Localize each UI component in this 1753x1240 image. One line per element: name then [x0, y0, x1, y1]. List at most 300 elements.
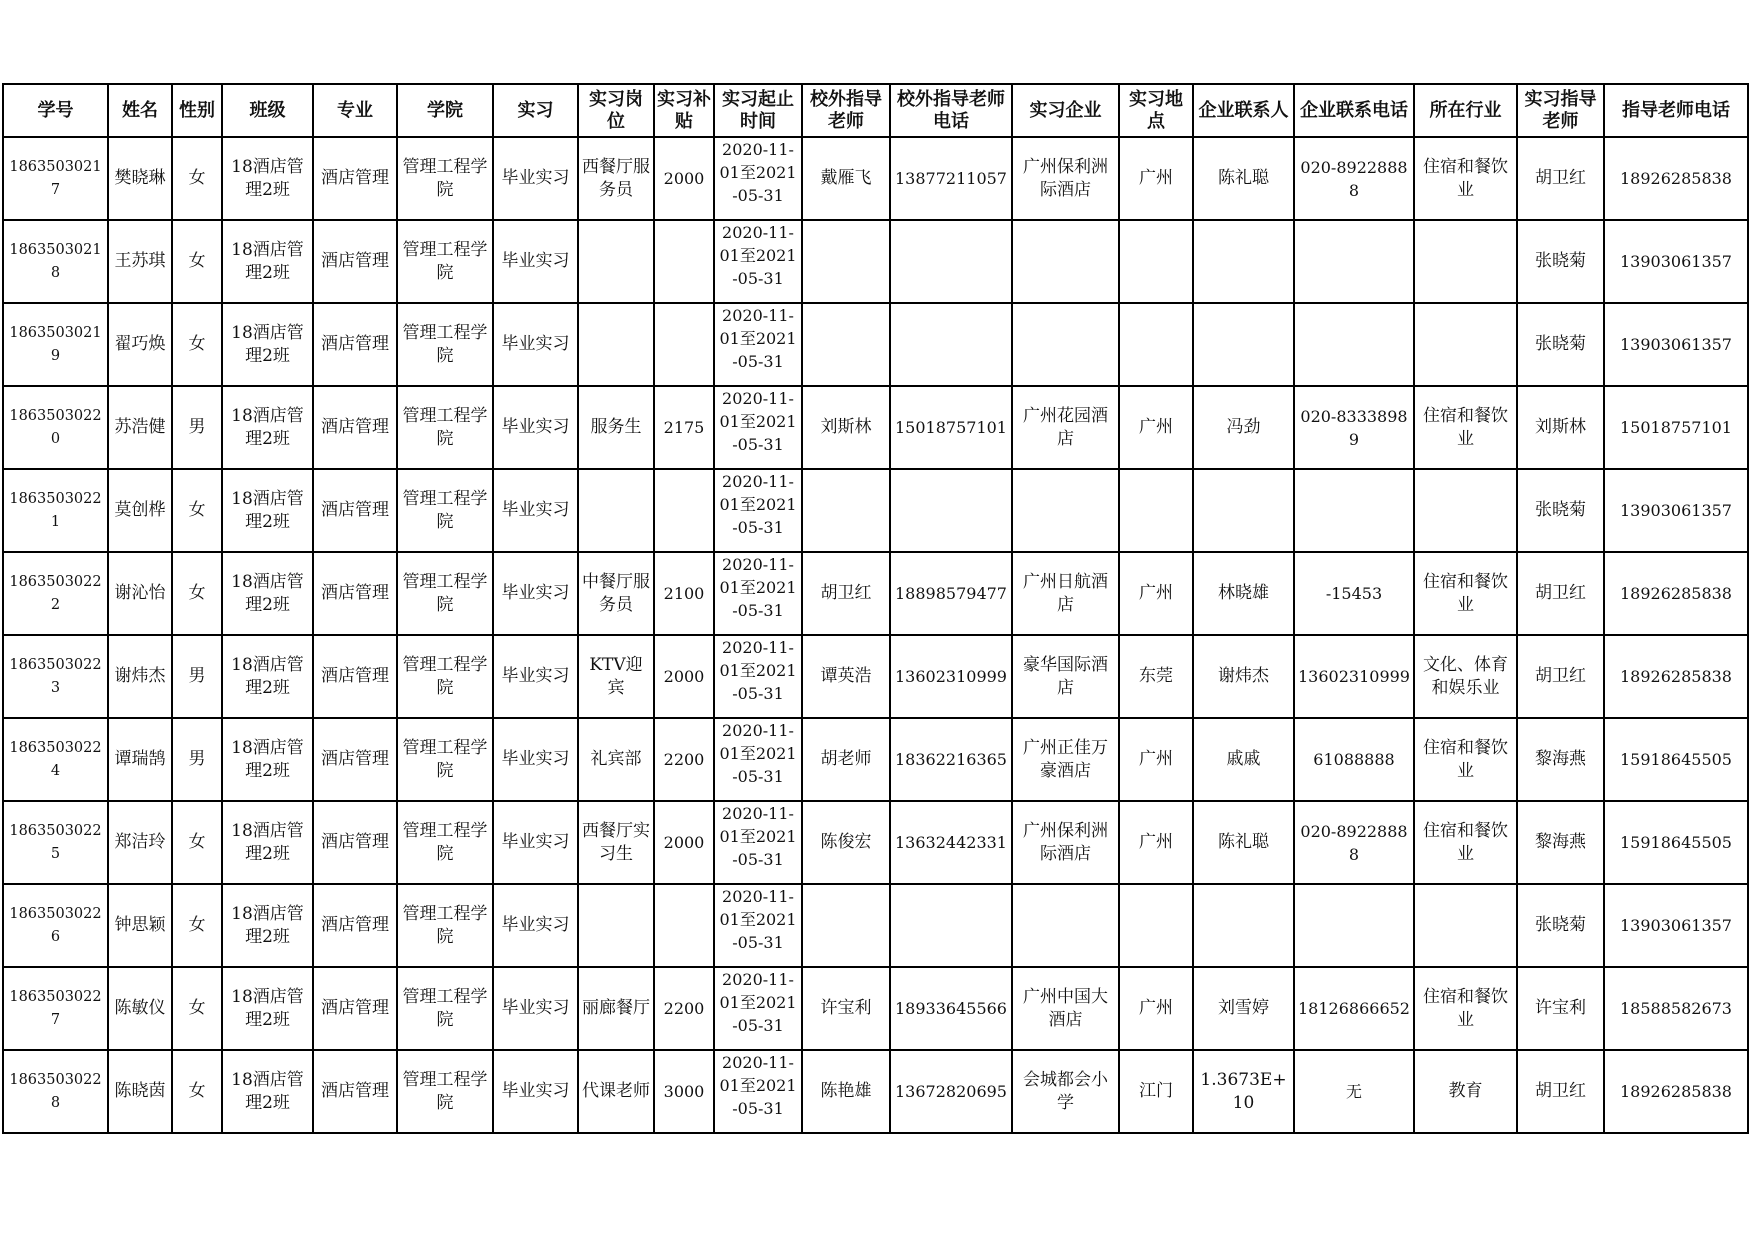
cell-gender [172, 967, 222, 1050]
class-value: 18酒店管理2班 [231, 488, 304, 532]
cell-period [714, 1050, 802, 1133]
cell-major [313, 801, 397, 884]
period-value: 2020-11-01至2021-05-31 [719, 1053, 797, 1118]
header-cell: 指导老师电话 [1604, 84, 1748, 137]
cell-subsidy [654, 801, 714, 884]
cell-company-phone [1294, 220, 1414, 303]
cell-advisor-phone [1604, 1050, 1748, 1133]
gender-value: 男 [188, 749, 206, 769]
company-phone-value: 13602310999 [1298, 667, 1410, 686]
name-value: 莫创桦 [114, 500, 166, 520]
company-phone-value: -15453 [1325, 584, 1383, 603]
location-value: 江门 [1139, 1081, 1173, 1101]
cell-college [397, 635, 493, 718]
external-advisor-phone-value: 13632442331 [895, 833, 1007, 852]
company-contact-value: 陈礼聪 [1218, 168, 1269, 188]
internship-advisor-value: 胡卫红 [1535, 168, 1586, 188]
cell-position [578, 137, 654, 220]
table-row [3, 718, 1748, 801]
name-value: 谭瑞鹄 [114, 749, 166, 769]
header-cell: 企业联系人 [1193, 84, 1294, 137]
major-value: 酒店管理 [321, 583, 389, 603]
name-value: 陈敏仪 [114, 998, 166, 1018]
company-value [1015, 304, 1116, 385]
cell-position [578, 635, 654, 718]
cell-student-id [3, 220, 108, 303]
cell-college [397, 469, 493, 552]
industry-value: 住宿和餐饮业 [1423, 820, 1508, 864]
student-id-value: 18635030228 [9, 1071, 102, 1111]
student-id-value: 18635030224 [9, 739, 102, 779]
header-cell: 所在行业 [1414, 84, 1517, 137]
cell-name [108, 137, 172, 220]
header-cell: 实习补贴 [654, 84, 714, 137]
cell-student-id [3, 303, 108, 386]
name-value: 陈晓茵 [114, 1081, 166, 1101]
company-value [1015, 470, 1116, 551]
cell-internship-type [493, 220, 578, 303]
company-phone-value: 61088888 [1313, 750, 1395, 769]
cell-advisor-phone [1604, 801, 1748, 884]
college-value: 管理工程学院 [402, 820, 488, 864]
subsidy-value: 2000 [663, 169, 705, 188]
cell-location [1119, 801, 1193, 884]
industry-value: 住宿和餐饮业 [1423, 571, 1508, 615]
cell-major [313, 386, 397, 469]
cell-company-phone [1294, 635, 1414, 718]
cell-company-contact [1193, 635, 1294, 718]
name-value: 樊晓琳 [114, 168, 166, 188]
student-id-value: 18635030217 [9, 158, 102, 198]
class-value: 18酒店管理2班 [231, 322, 304, 366]
cell-external-advisor [802, 552, 890, 635]
cell-class [222, 884, 313, 967]
external-advisor-value: 刘斯林 [820, 417, 872, 437]
college-value: 管理工程学院 [402, 737, 488, 781]
cell-major [313, 303, 397, 386]
cell-period [714, 635, 802, 718]
header-cell: 实习企业 [1012, 84, 1119, 137]
table-body [3, 137, 1748, 1133]
subsidy-value: 2000 [663, 667, 705, 686]
internship-advisor-value: 张晓菊 [1535, 500, 1586, 520]
cell-major [313, 1050, 397, 1133]
major-value: 酒店管理 [321, 832, 389, 852]
major-value: 酒店管理 [321, 1081, 389, 1101]
cell-location [1119, 552, 1193, 635]
cell-position [578, 967, 654, 1050]
cell-gender [172, 635, 222, 718]
cell-company [1012, 386, 1119, 469]
college-value: 管理工程学院 [402, 571, 488, 615]
period-value: 2020-11-01至2021-05-31 [719, 223, 797, 288]
class-value: 18酒店管理2班 [231, 239, 304, 283]
position-value [581, 885, 651, 966]
college-value: 管理工程学院 [402, 156, 488, 200]
external-advisor-value: 戴雁飞 [820, 168, 872, 188]
cell-gender [172, 386, 222, 469]
advisor-phone-value: 15918645505 [1620, 750, 1732, 769]
company-value: 广州保利洲际酒店 [1023, 820, 1108, 864]
cell-period [714, 801, 802, 884]
cell-company-contact [1193, 884, 1294, 967]
cell-position [578, 552, 654, 635]
internship-type-value: 毕业实习 [501, 1081, 570, 1101]
position-value: 西餐厅服务员 [582, 156, 650, 200]
gender-value: 女 [188, 583, 206, 603]
external-advisor-value [805, 304, 887, 385]
cell-period [714, 137, 802, 220]
cell-industry [1414, 137, 1517, 220]
college-value: 管理工程学院 [402, 654, 488, 698]
cell-internship-advisor [1517, 386, 1604, 469]
cell-external-advisor [802, 801, 890, 884]
cell-period [714, 303, 802, 386]
cell-external-advisor [802, 303, 890, 386]
company-phone-value: 020-83338989 [1300, 406, 1408, 449]
location-value [1122, 304, 1190, 385]
cell-location [1119, 386, 1193, 469]
position-value [581, 221, 651, 302]
cell-industry [1414, 635, 1517, 718]
cell-company [1012, 552, 1119, 635]
cell-period [714, 469, 802, 552]
cell-company-contact [1193, 137, 1294, 220]
cell-company [1012, 718, 1119, 801]
cell-major [313, 635, 397, 718]
college-value: 管理工程学院 [402, 903, 488, 947]
company-contact-value [1196, 885, 1291, 966]
cell-external-advisor-phone [890, 801, 1012, 884]
external-advisor-value: 胡老师 [820, 749, 872, 769]
cell-company [1012, 1050, 1119, 1133]
name-value: 谢沁怡 [114, 583, 166, 603]
cell-college [397, 303, 493, 386]
external-advisor-phone-value: 18933645566 [895, 999, 1007, 1018]
cell-location [1119, 303, 1193, 386]
cell-industry [1414, 469, 1517, 552]
cell-external-advisor-phone [890, 220, 1012, 303]
cell-location [1119, 1050, 1193, 1133]
internship-type-value: 毕业实习 [501, 500, 570, 520]
cell-industry [1414, 1050, 1517, 1133]
location-value: 广州 [1139, 998, 1173, 1018]
advisor-phone-value: 18588582673 [1620, 999, 1732, 1018]
cell-college [397, 801, 493, 884]
external-advisor-value: 陈艳雄 [820, 1081, 872, 1101]
cell-industry [1414, 220, 1517, 303]
cell-class [222, 137, 313, 220]
cell-position [578, 386, 654, 469]
company-value: 会城都会小学 [1023, 1069, 1108, 1113]
cell-class [222, 967, 313, 1050]
header-cell: 实习起止时间 [714, 84, 802, 137]
subsidy-value: 2200 [663, 999, 705, 1018]
table-row [3, 386, 1748, 469]
cell-advisor-phone [1604, 718, 1748, 801]
period-value: 2020-11-01至2021-05-31 [719, 887, 797, 952]
cell-college [397, 137, 493, 220]
name-value: 王苏琪 [114, 251, 166, 271]
cell-student-id [3, 884, 108, 967]
header-cell: 企业联系电话 [1294, 84, 1414, 137]
cell-subsidy [654, 220, 714, 303]
major-value: 酒店管理 [321, 998, 389, 1018]
cell-industry [1414, 884, 1517, 967]
location-value [1122, 470, 1190, 551]
cell-industry [1414, 552, 1517, 635]
cell-position [578, 220, 654, 303]
internship-type-value: 毕业实习 [501, 334, 570, 354]
cell-external-advisor-phone [890, 718, 1012, 801]
cell-gender [172, 469, 222, 552]
cell-major [313, 967, 397, 1050]
company-phone-value [1297, 304, 1411, 385]
cell-subsidy [654, 967, 714, 1050]
cell-period [714, 967, 802, 1050]
class-value: 18酒店管理2班 [231, 405, 304, 449]
industry-value [1417, 470, 1514, 551]
cell-subsidy [654, 137, 714, 220]
class-value: 18酒店管理2班 [231, 737, 304, 781]
company-phone-value: 无 [1345, 1082, 1362, 1101]
external-advisor-phone-value: 18362216365 [895, 750, 1007, 769]
cell-name [108, 884, 172, 967]
cell-college [397, 718, 493, 801]
cell-gender [172, 303, 222, 386]
class-value: 18酒店管理2班 [231, 654, 304, 698]
industry-value: 教育 [1448, 1081, 1483, 1101]
cell-college [397, 552, 493, 635]
cell-external-advisor-phone [890, 552, 1012, 635]
period-value: 2020-11-01至2021-05-31 [719, 389, 797, 454]
cell-period [714, 386, 802, 469]
cell-location [1119, 137, 1193, 220]
external-advisor-phone-value [893, 304, 1009, 385]
cell-external-advisor [802, 967, 890, 1050]
gender-value: 女 [188, 251, 206, 271]
internship-advisor-value: 胡卫红 [1535, 1081, 1586, 1101]
cell-class [222, 635, 313, 718]
cell-industry [1414, 386, 1517, 469]
name-value: 翟巧焕 [114, 334, 166, 354]
cell-gender [172, 220, 222, 303]
cell-student-id [3, 1050, 108, 1133]
gender-value: 女 [188, 915, 206, 935]
cell-external-advisor [802, 137, 890, 220]
student-id-value: 18635030223 [9, 656, 102, 696]
cell-subsidy [654, 884, 714, 967]
cell-company [1012, 884, 1119, 967]
cell-internship-advisor [1517, 635, 1604, 718]
subsidy-value: 2175 [663, 418, 705, 437]
cell-subsidy [654, 718, 714, 801]
cell-company [1012, 635, 1119, 718]
cell-internship-advisor [1517, 220, 1604, 303]
student-id-value: 18635030227 [9, 988, 102, 1028]
header-cell: 专业 [313, 84, 397, 137]
major-value: 酒店管理 [321, 417, 389, 437]
external-advisor-value [805, 470, 887, 551]
cell-advisor-phone [1604, 386, 1748, 469]
internship-type-value: 毕业实习 [501, 168, 570, 188]
cell-external-advisor-phone [890, 884, 1012, 967]
cell-class [222, 469, 313, 552]
advisor-phone-value: 13903061357 [1620, 335, 1732, 354]
table-row [3, 469, 1748, 552]
cell-advisor-phone [1604, 220, 1748, 303]
internship-advisor-value: 张晓菊 [1535, 915, 1586, 935]
cell-internship-type [493, 386, 578, 469]
subsidy-value: 2200 [663, 750, 705, 769]
cell-position [578, 469, 654, 552]
cell-company-phone [1294, 137, 1414, 220]
cell-external-advisor-phone [890, 469, 1012, 552]
subsidy-value: 2100 [663, 584, 705, 603]
cell-external-advisor-phone [890, 303, 1012, 386]
subsidy-value: 3000 [663, 1082, 705, 1101]
cell-internship-advisor [1517, 801, 1604, 884]
major-value: 酒店管理 [321, 666, 389, 686]
cell-internship-advisor [1517, 469, 1604, 552]
gender-value: 男 [188, 417, 206, 437]
cell-company [1012, 469, 1119, 552]
cell-location [1119, 635, 1193, 718]
major-value: 酒店管理 [321, 915, 389, 935]
position-value [581, 304, 651, 385]
cell-name [108, 552, 172, 635]
industry-value [1417, 304, 1514, 385]
major-value: 酒店管理 [321, 500, 389, 520]
location-value [1122, 221, 1190, 302]
cell-position [578, 718, 654, 801]
cell-industry [1414, 718, 1517, 801]
student-id-value: 18635030222 [9, 573, 102, 613]
external-advisor-value: 许宝利 [820, 998, 872, 1018]
class-value: 18酒店管理2班 [231, 986, 304, 1030]
position-value: 西餐厅实习生 [582, 820, 650, 864]
cell-internship-advisor [1517, 1050, 1604, 1133]
external-advisor-phone-value [893, 221, 1009, 302]
cell-internship-advisor [1517, 967, 1604, 1050]
internship-type-value: 毕业实习 [501, 915, 570, 935]
cell-major [313, 718, 397, 801]
subsidy-value [657, 885, 711, 966]
cell-name [108, 1050, 172, 1133]
cell-external-advisor [802, 635, 890, 718]
position-value: 丽廊餐厅 [582, 998, 650, 1018]
cell-period [714, 718, 802, 801]
student-id-value: 18635030221 [9, 490, 102, 530]
student-id-value: 18635030219 [9, 324, 102, 364]
cell-external-advisor-phone [890, 635, 1012, 718]
cell-gender [172, 718, 222, 801]
cell-company-contact [1193, 552, 1294, 635]
position-value: 服务生 [590, 417, 642, 437]
cell-college [397, 220, 493, 303]
cell-student-id [3, 469, 108, 552]
cell-company [1012, 303, 1119, 386]
cell-name [108, 801, 172, 884]
industry-value: 住宿和餐饮业 [1423, 737, 1508, 781]
cell-student-id [3, 386, 108, 469]
internship-advisor-value: 刘斯林 [1535, 417, 1586, 437]
gender-value: 女 [188, 998, 206, 1018]
cell-gender [172, 884, 222, 967]
cell-internship-type [493, 1050, 578, 1133]
subsidy-value: 2000 [663, 833, 705, 852]
cell-location [1119, 469, 1193, 552]
location-value: 广州 [1139, 749, 1173, 769]
location-value: 广州 [1139, 583, 1173, 603]
cell-position [578, 884, 654, 967]
company-contact-value: 1.3673E+10 [1200, 1069, 1287, 1113]
period-value: 2020-11-01至2021-05-31 [719, 721, 797, 786]
cell-location [1119, 220, 1193, 303]
cell-gender [172, 137, 222, 220]
advisor-phone-value: 13903061357 [1620, 916, 1732, 935]
company-phone-value: 18126866652 [1298, 999, 1410, 1018]
external-advisor-value: 谭英浩 [820, 666, 872, 686]
cell-student-id [3, 718, 108, 801]
position-value: 礼宾部 [590, 749, 642, 769]
period-value: 2020-11-01至2021-05-31 [719, 638, 797, 703]
cell-advisor-phone [1604, 303, 1748, 386]
company-value: 广州正佳万豪酒店 [1023, 737, 1108, 781]
gender-value: 男 [188, 666, 206, 686]
advisor-phone-value: 15918645505 [1620, 833, 1732, 852]
cell-location [1119, 884, 1193, 967]
cell-position [578, 303, 654, 386]
cell-internship-advisor [1517, 137, 1604, 220]
gender-value: 女 [188, 168, 206, 188]
cell-name [108, 718, 172, 801]
position-value: KTV迎宾 [589, 654, 643, 698]
cell-internship-advisor [1517, 552, 1604, 635]
period-value: 2020-11-01至2021-05-31 [719, 804, 797, 869]
internship-type-value: 毕业实习 [501, 583, 570, 603]
company-value: 广州花园酒店 [1023, 405, 1108, 449]
college-value: 管理工程学院 [402, 1069, 488, 1113]
header-cell: 校外指导老师 [802, 84, 890, 137]
external-advisor-value: 陈俊宏 [820, 832, 872, 852]
cell-internship-type [493, 967, 578, 1050]
cell-industry [1414, 967, 1517, 1050]
cell-position [578, 1050, 654, 1133]
cell-name [108, 386, 172, 469]
industry-value: 住宿和餐饮业 [1423, 156, 1508, 200]
external-advisor-value [805, 885, 887, 966]
cell-company-phone [1294, 718, 1414, 801]
name-value: 钟思颖 [114, 915, 166, 935]
advisor-phone-value: 13903061357 [1620, 501, 1732, 520]
advisor-phone-value: 15018757101 [1620, 418, 1732, 437]
internship-table [2, 83, 1749, 1134]
class-value: 18酒店管理2班 [231, 1069, 304, 1113]
company-value: 豪华国际酒店 [1023, 654, 1108, 698]
cell-external-advisor [802, 220, 890, 303]
header-cell: 班级 [222, 84, 313, 137]
cell-location [1119, 967, 1193, 1050]
company-contact-value: 谢炜杰 [1218, 666, 1269, 686]
header-cell: 实习岗位 [578, 84, 654, 137]
cell-company-contact [1193, 718, 1294, 801]
company-contact-value [1196, 304, 1291, 385]
cell-student-id [3, 801, 108, 884]
gender-value: 女 [188, 334, 206, 354]
internship-type-value: 毕业实习 [501, 998, 570, 1018]
table-row [3, 552, 1748, 635]
